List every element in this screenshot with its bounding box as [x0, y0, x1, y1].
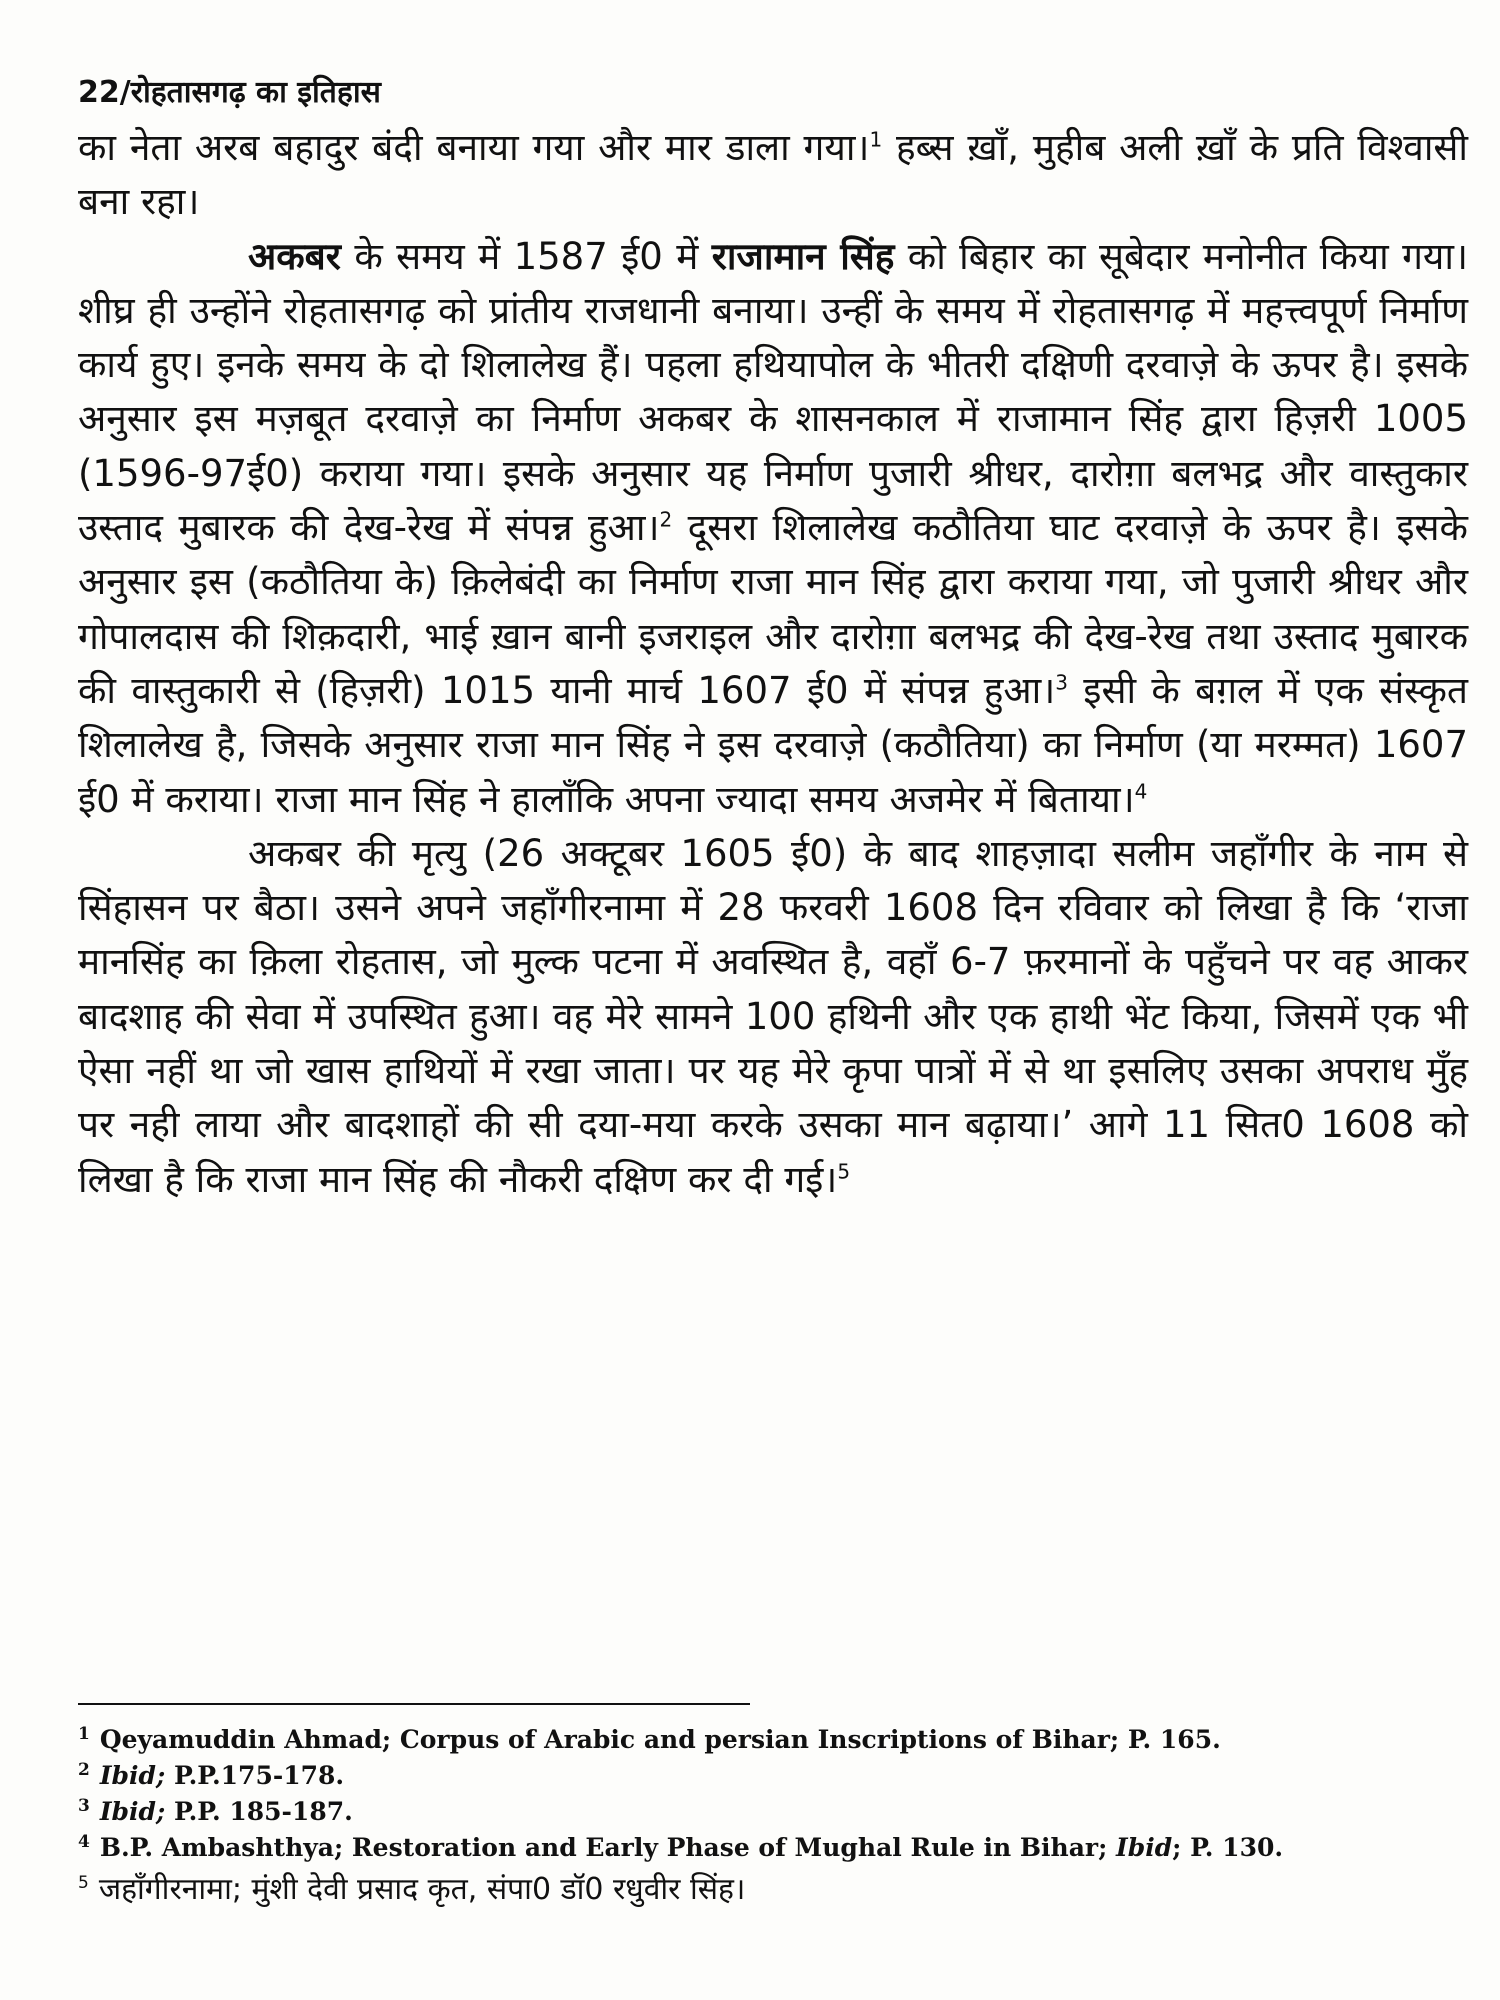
paragraph-2: अकबर के समय में 1587 ई0 में राजामान सिंह को बिहार का सूबेदार मनोनीत किया गया। शीघ्र ही उन्होंने रोहतासगढ़ को प्रांतीय राजधानी बनाया। उन्हीं के समय में रोहतासगढ़ में महत्त्वपूर्ण निर्माण कार्य हुए। इनके समय के दो शिलालेख हैं। पहला हथियापोल के भीतरी दक्षिणी दरवाज़े के ऊपर है। इसके अनुसार इस मज़बूत दरवाज़े का निर्माण अकबर के शासनकाल में राजामान सिंह द्वारा हिज़री 1005 (1596-97ई0) कराया गया। इसके अनुसार यह निर्माण पुजारी श्रीधर, दारोग़ा बलभद्र और वास्तुकार उस्ताद मुबारक की देख-रेख में संपन्न हुआ।$^2$ दूसरा शिलालेख कठौतिया घाट दरवाज़े के ऊपर है। इसके अनुसार इस (कठौतिया के) क़िलेबंदी का निर्माण राजा मान सिंह द्वारा कराया गया, जो पुजारी श्रीधर और गोपालदास की शिक़दारी, भाई ख़ान बानी इजराइल और दारोग़ा बलभद्र की देख-रेख तथा उस्ताद मुबारक की वास्तुकारी से (हिज़री) 1015 यानी मार्च 1607 ई0 में संपन्न हुआ।$^3$ इसी के बग़ल में एक संस्कृत शिलालेख है, जिसके अनुसार राजा मान सिंह ने इस दरवाज़े (कठौतिया) का निर्माण (या मरम्मत) 1607 ई0 में कराया। राजा मान सिंह ने हालाँकि अपना ज्यादा समय अजमेर में बिताया।$^4$	[78, 234, 1469, 821]
footnote-ref-2[interactable]: 2	[659, 507, 673, 532]
footnote-1: $^1$ Qeyamuddin Ahmad; Corpus of Arabic and persian Inscriptions of Bihar; P. 165.	[78, 1723, 1221, 1754]
footnotes	[78, 1722, 1468, 1912]
footnote-ref-1[interactable]: 1	[869, 127, 883, 152]
footnote-ref-5[interactable]: 5	[837, 1159, 851, 1184]
footnote-4: $^4$ B.P. Ambashthya; Restoration and Early Phase of Mughal Rule in Bihar; Ibid; P. 130.	[78, 1831, 1284, 1862]
running-head: 22/रोहतासगढ़ का इतिहास	[78, 75, 381, 110]
footnote-ref-4[interactable]: 4	[1134, 779, 1148, 804]
footnote-divider	[78, 1703, 750, 1705]
paragraph-1: का नेता अरब बहादुर बंदी बनाया गया और मार डाला गया।$^1$ हब्स ख़ाँ, मुहीब अली ख़ाँ के प्रति विश्वासी बना रहा।	[78, 126, 1469, 224]
page-body	[78, 70, 1468, 1207]
footnote-ref-3[interactable]: 3	[1055, 670, 1068, 695]
footnote-3: $^3$ Ibid; P.P. 185-187.	[78, 1795, 353, 1826]
paragraph-3: अकबर की मृत्यु (26 अक्टूबर 1605 ई0) के बाद शाहज़ादा सलीम जहाँगीर के नाम से सिंहासन पर बैठा। उसने अपने जहाँगीरनामा में 28 फरवरी 1608 दिन रविवार को लिखा है कि ‘राजा मानसिंह का क़िला रोहतास, जो मुल्क पटना में अवस्थित है, वहाँ 6-7 फ़रमानों के पहुँचने पर वह आकर बादशाह की सेवा में उपस्थित हुआ। वह मेरे सामने 100 हथिनी और एक हाथी भेंट किया, जिसमें एक भी ऐसा नहीं था जो खास हाथियों में रखा जाता। पर यह मेरे कृपा पात्रों में से था इसलिए उसका अपराध मुँह पर नही लाया और बादशाहों की सी दया-मया करके उसका मान बढ़ाया।’ आगे 11 सित0 1608 को लिखा है कि राजा मान सिंह की नौकरी दक्षिण कर दी गई।$^5$	[78, 831, 1468, 1201]
footnote-2: $^2$ Ibid; P.P.175-178.	[78, 1759, 345, 1790]
footnote-5: $^5$ जहाँगीरनामा; मुंशी देवी प्रसाद कृत, संपा0 डॉ0 रधुवीर सिंह।	[78, 1872, 746, 1907]
